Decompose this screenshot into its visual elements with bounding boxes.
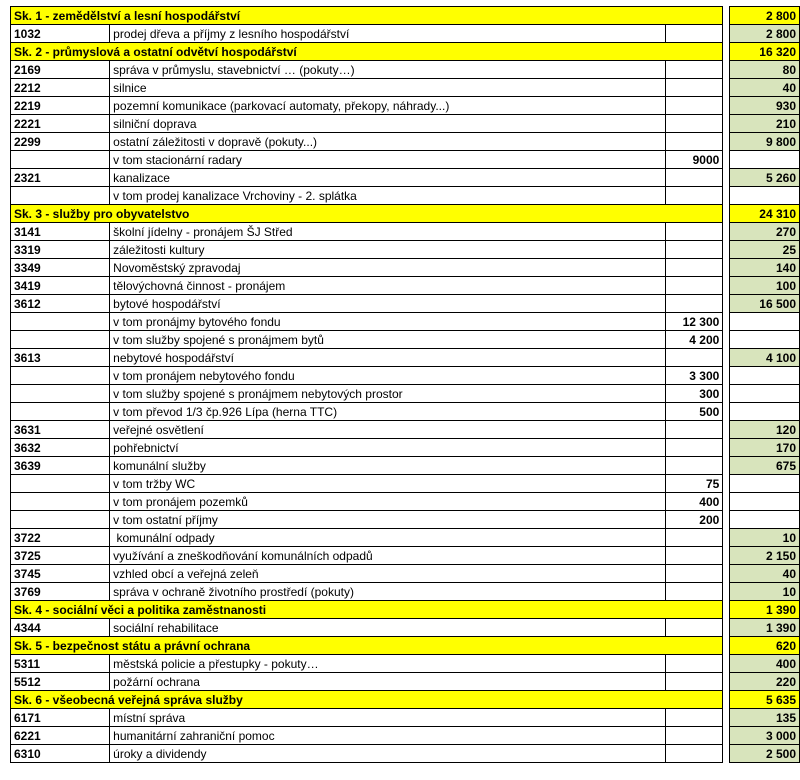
row-description: v tom tržby WC [110,475,665,493]
table-row [11,115,800,133]
row-subamount: 4 200 [665,331,723,349]
row-description: v tom převod 1/3 čp.926 Lípa (herna TTC) [110,403,665,421]
table-row [11,745,800,763]
row-amount [730,331,800,349]
section-title: Sk. 4 - sociální věci a politika zaměstnanosti [11,601,723,619]
column-gap [723,691,730,709]
row-subamount: 3 300 [665,367,723,385]
row-code: 3349 [11,259,110,277]
table-row [11,241,800,259]
row-subamount: 12 300 [665,313,723,331]
section-total: 1 390 [730,601,800,619]
row-amount: 9 800 [730,133,800,151]
row-code: 3725 [11,547,110,565]
column-gap [723,313,730,331]
section-row [11,601,800,619]
row-amount [730,187,800,205]
column-gap [723,421,730,439]
row-subamount: 400 [665,493,723,511]
column-gap [723,439,730,457]
table-row [11,583,800,601]
row-amount [730,403,800,421]
row-code: 2321 [11,169,110,187]
row-description: pohřebnictví [110,439,665,457]
row-description: vzhled obcí a veřejná zeleň [110,565,665,583]
row-description: veřejné osvětlení [110,421,665,439]
row-subamount [665,223,723,241]
row-description: v tom ostatní příjmy [110,511,665,529]
row-description: silnice [110,79,665,97]
row-amount: 140 [730,259,800,277]
row-amount: 16 500 [730,295,800,313]
row-subamount [665,583,723,601]
row-amount [730,367,800,385]
row-amount: 100 [730,277,800,295]
table-row [11,439,800,457]
table-row [11,187,800,205]
row-description: komunální odpady [110,529,665,547]
section-title: Sk. 2 - průmyslová a ostatní odvětví hospodářství [11,43,723,61]
row-subamount [665,241,723,259]
table-row [11,259,800,277]
row-amount: 2 500 [730,745,800,763]
column-gap [723,259,730,277]
row-description: sociální rehabilitace [110,619,665,637]
row-description: v tom pronájem pozemků [110,493,665,511]
table-row [11,529,800,547]
column-gap [723,79,730,97]
column-gap [723,187,730,205]
section-row [11,43,800,61]
table-row [11,421,800,439]
row-code: 3141 [11,223,110,241]
row-description: využívání a zneškodňování komunálních odpadů [110,547,665,565]
row-code: 3745 [11,565,110,583]
column-gap [723,709,730,727]
row-amount: 2 150 [730,547,800,565]
row-code [11,367,110,385]
row-description: požární ochrana [110,673,665,691]
row-description: v tom služby spojené s pronájmem bytů [110,331,665,349]
section-title: Sk. 6 - všeobecná veřejná správa služby [11,691,723,709]
row-amount: 675 [730,457,800,475]
row-subamount [665,529,723,547]
row-amount [730,151,800,169]
row-code: 6221 [11,727,110,745]
row-amount: 40 [730,79,800,97]
row-amount: 270 [730,223,800,241]
row-code [11,403,110,421]
table-row [11,295,800,313]
table-row [11,511,800,529]
row-code: 1032 [11,25,110,43]
row-code: 3319 [11,241,110,259]
row-description: v tom služby spojené s pronájmem nebytových prostor [110,385,665,403]
column-gap [723,493,730,511]
column-gap [723,133,730,151]
row-amount: 1 390 [730,619,800,637]
table-row [11,565,800,583]
row-subamount [665,133,723,151]
row-code: 3769 [11,583,110,601]
row-description: úroky a dividendy [110,745,665,763]
row-description: Novoměstský zpravodaj [110,259,665,277]
column-gap [723,583,730,601]
row-description: tělovýchovná činnost - pronájem [110,277,665,295]
column-gap [723,205,730,223]
row-code: 3722 [11,529,110,547]
section-total: 16 320 [730,43,800,61]
section-title: Sk. 3 - služby pro obyvatelstvo [11,205,723,223]
row-amount: 3 000 [730,727,800,745]
column-gap [723,169,730,187]
row-description: bytové hospodářství [110,295,665,313]
row-subamount [665,61,723,79]
table-row [11,349,800,367]
table-row [11,79,800,97]
row-code: 5311 [11,655,110,673]
row-subamount [665,295,723,313]
row-amount: 80 [730,61,800,79]
column-gap [723,655,730,673]
row-code [11,187,110,205]
column-gap [723,43,730,61]
row-code: 6171 [11,709,110,727]
column-gap [723,673,730,691]
section-total: 2 800 [730,7,800,25]
section-total: 24 310 [730,205,800,223]
row-amount [730,385,800,403]
column-gap [723,295,730,313]
table-row [11,619,800,637]
row-subamount: 75 [665,475,723,493]
row-subamount [665,673,723,691]
table-row [11,277,800,295]
row-description: místní správa [110,709,665,727]
row-amount: 210 [730,115,800,133]
table-row [11,331,800,349]
row-subamount [665,709,723,727]
row-subamount [665,457,723,475]
row-amount: 170 [730,439,800,457]
column-gap [723,241,730,259]
row-amount: 4 100 [730,349,800,367]
section-row [11,7,800,25]
row-code: 3419 [11,277,110,295]
column-gap [723,115,730,133]
section-title: Sk. 5 - bezpečnost státu a právní ochrana [11,637,723,655]
section-row [11,637,800,655]
column-gap [723,511,730,529]
column-gap [723,97,730,115]
row-code [11,475,110,493]
table-row [11,169,800,187]
row-code: 4344 [11,619,110,637]
row-code: 2212 [11,79,110,97]
table-row [11,133,800,151]
row-description: komunální služby [110,457,665,475]
table-row [11,385,800,403]
row-amount: 10 [730,529,800,547]
row-code: 3632 [11,439,110,457]
row-subamount [665,421,723,439]
table-row [11,709,800,727]
budget-table [10,6,800,763]
row-code: 3612 [11,295,110,313]
table-row [11,223,800,241]
row-description: ostatní záležitosti v dopravě (pokuty...) [110,133,665,151]
row-description: nebytové hospodářství [110,349,665,367]
row-amount: 400 [730,655,800,673]
row-amount [730,313,800,331]
row-code: 2221 [11,115,110,133]
row-description: záležitosti kultury [110,241,665,259]
row-code: 2219 [11,97,110,115]
row-subamount [665,97,723,115]
row-subamount [665,547,723,565]
table-row [11,727,800,745]
table-row [11,61,800,79]
table-row [11,367,800,385]
row-subamount [665,169,723,187]
column-gap [723,727,730,745]
row-description: v tom pronájmy bytového fondu [110,313,665,331]
table-row [11,313,800,331]
column-gap [723,349,730,367]
column-gap [723,331,730,349]
row-amount [730,511,800,529]
row-description: v tom prodej kanalizace Vrchoviny - 2. splátka [110,187,665,205]
column-gap [723,565,730,583]
row-code: 6310 [11,745,110,763]
row-subamount [665,349,723,367]
row-subamount [665,727,723,745]
column-gap [723,277,730,295]
row-amount: 135 [730,709,800,727]
column-gap [723,7,730,25]
row-code: 2299 [11,133,110,151]
row-description: kanalizace [110,169,665,187]
column-gap [723,619,730,637]
section-row [11,691,800,709]
row-code: 2169 [11,61,110,79]
row-description: v tom pronájem nebytového fondu [110,367,665,385]
row-subamount [665,619,723,637]
row-subamount [665,655,723,673]
section-total: 5 635 [730,691,800,709]
row-subamount [665,187,723,205]
row-subamount: 300 [665,385,723,403]
row-code [11,331,110,349]
row-subamount: 500 [665,403,723,421]
column-gap [723,529,730,547]
row-code: 3613 [11,349,110,367]
table-row [11,655,800,673]
column-gap [723,403,730,421]
row-code: 3639 [11,457,110,475]
row-subamount [665,25,723,43]
row-description: v tom stacionární radary [110,151,665,169]
row-amount: 10 [730,583,800,601]
table-row [11,547,800,565]
section-row [11,205,800,223]
row-amount: 120 [730,421,800,439]
row-amount: 220 [730,673,800,691]
column-gap [723,223,730,241]
row-amount [730,475,800,493]
section-total: 620 [730,637,800,655]
row-description: správa v průmyslu, stavebnictví … (pokuty…) [110,61,665,79]
row-code [11,313,110,331]
column-gap [723,475,730,493]
table-row [11,151,800,169]
table-row [11,25,800,43]
column-gap [723,61,730,79]
row-code [11,493,110,511]
row-subamount [665,277,723,295]
row-amount [730,493,800,511]
row-subamount [665,745,723,763]
row-description: humanitární zahraniční pomoc [110,727,665,745]
column-gap [723,601,730,619]
column-gap [723,457,730,475]
row-code: 5512 [11,673,110,691]
table-row [11,493,800,511]
row-subamount [665,565,723,583]
column-gap [723,367,730,385]
column-gap [723,25,730,43]
row-amount: 5 260 [730,169,800,187]
column-gap [723,151,730,169]
table-row [11,403,800,421]
row-amount: 25 [730,241,800,259]
table-row [11,475,800,493]
row-amount: 930 [730,97,800,115]
row-amount: 2 800 [730,25,800,43]
table-row [11,97,800,115]
row-subamount: 9000 [665,151,723,169]
column-gap [723,547,730,565]
row-description: silniční doprava [110,115,665,133]
column-gap [723,745,730,763]
row-code [11,511,110,529]
row-subamount [665,79,723,97]
row-subamount [665,115,723,133]
row-description: pozemní komunikace (parkovací automaty, překopy, náhrady...) [110,97,665,115]
column-gap [723,385,730,403]
row-description: prodej dřeva a příjmy z lesního hospodářství [110,25,665,43]
table-row [11,457,800,475]
row-code: 3631 [11,421,110,439]
column-gap [723,637,730,655]
row-description: správa v ochraně životního prostředí (pokuty) [110,583,665,601]
table-row [11,673,800,691]
row-description: školní jídelny - pronájem ŠJ Střed [110,223,665,241]
row-code [11,151,110,169]
row-amount: 40 [730,565,800,583]
row-subamount [665,259,723,277]
row-subamount [665,439,723,457]
row-description: městská policie a přestupky - pokuty… [110,655,665,673]
row-subamount: 200 [665,511,723,529]
row-code [11,385,110,403]
section-title: Sk. 1 - zemědělství a lesní hospodářství [11,7,723,25]
